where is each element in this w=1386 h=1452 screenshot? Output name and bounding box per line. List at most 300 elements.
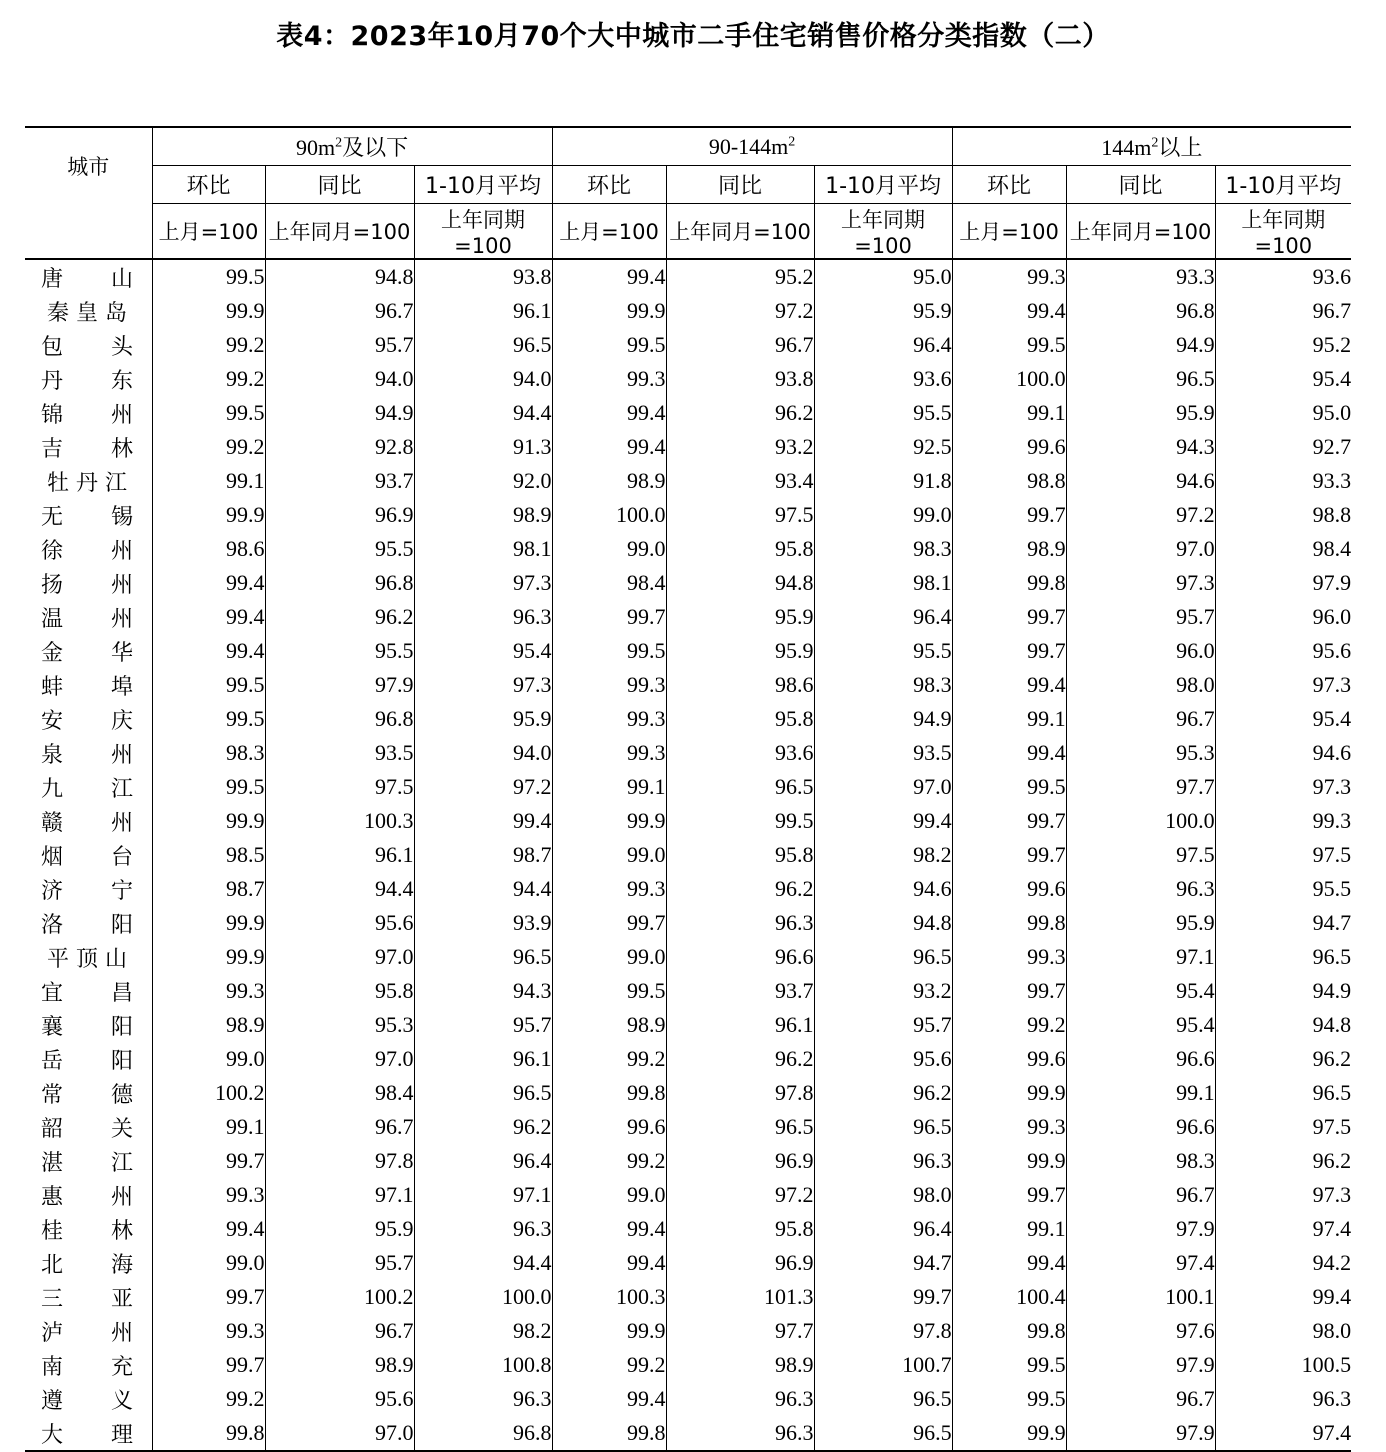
value-cell: 92.8 xyxy=(265,430,414,464)
value-cell: 96.7 xyxy=(1066,702,1215,736)
value-cell: 95.4 xyxy=(1066,974,1215,1008)
city-name: 大理 xyxy=(41,1422,133,1448)
value-cell: 94.8 xyxy=(265,259,414,294)
value-cell: 98.4 xyxy=(1215,532,1351,566)
value-cell: 94.3 xyxy=(414,974,552,1008)
table-row xyxy=(25,259,1351,294)
value-cell: 94.9 xyxy=(265,396,414,430)
table-row xyxy=(25,396,1351,430)
value-cell: 97.9 xyxy=(265,668,414,702)
value-cell: 96.9 xyxy=(265,498,414,532)
table-row xyxy=(25,1416,1351,1451)
city-name: 岳阳 xyxy=(41,1048,133,1074)
value-cell: 98.1 xyxy=(414,532,552,566)
value-cell: 95.4 xyxy=(414,634,552,668)
value-cell: 95.8 xyxy=(666,1212,814,1246)
value-cell: 96.2 xyxy=(814,1076,952,1110)
city-cell xyxy=(25,906,152,940)
value-cell: 95.7 xyxy=(265,1246,414,1280)
value-cell: 99.3 xyxy=(152,1314,265,1348)
value-cell: 95.5 xyxy=(265,634,414,668)
value-cell: 99.9 xyxy=(952,1416,1066,1451)
value-cell: 97.3 xyxy=(1215,770,1351,804)
value-cell: 96.6 xyxy=(1066,1110,1215,1144)
value-cell: 100.3 xyxy=(265,804,414,838)
value-cell: 98.0 xyxy=(814,1178,952,1212)
city-cell xyxy=(25,566,152,600)
table-row xyxy=(25,770,1351,804)
value-cell: 95.5 xyxy=(1215,872,1351,906)
sub-header-mom: 环比 xyxy=(952,166,1066,204)
value-cell: 96.7 xyxy=(265,294,414,328)
table-row xyxy=(25,804,1351,838)
value-cell: 99.3 xyxy=(152,1178,265,1212)
value-cell: 97.0 xyxy=(265,1416,414,1451)
table-row xyxy=(25,600,1351,634)
city-column-header: 城市 xyxy=(25,127,152,204)
value-cell: 94.4 xyxy=(414,1246,552,1280)
base-header-mom: 上月=100 xyxy=(952,204,1066,260)
value-cell: 99.4 xyxy=(952,668,1066,702)
value-cell: 99.6 xyxy=(952,872,1066,906)
value-cell: 92.7 xyxy=(1215,430,1351,464)
city-name: 包头 xyxy=(41,334,133,360)
city-cell xyxy=(25,736,152,770)
value-cell: 99.4 xyxy=(552,1246,666,1280)
value-cell: 96.5 xyxy=(414,1076,552,1110)
city-name: 秦皇岛 xyxy=(47,300,127,326)
value-cell: 95.8 xyxy=(265,974,414,1008)
value-cell: 100.0 xyxy=(414,1280,552,1314)
value-cell: 99.2 xyxy=(552,1042,666,1076)
value-cell: 99.8 xyxy=(552,1076,666,1110)
value-cell: 97.7 xyxy=(666,1314,814,1348)
value-cell: 93.6 xyxy=(814,362,952,396)
value-cell: 94.8 xyxy=(1215,1008,1351,1042)
value-cell: 95.6 xyxy=(265,906,414,940)
value-cell: 93.3 xyxy=(1066,259,1215,294)
value-cell: 94.9 xyxy=(814,702,952,736)
value-cell: 94.4 xyxy=(414,872,552,906)
value-cell: 99.5 xyxy=(152,702,265,736)
value-cell: 97.0 xyxy=(265,1042,414,1076)
value-cell: 98.8 xyxy=(1215,498,1351,532)
value-cell: 98.7 xyxy=(152,872,265,906)
value-cell: 99.4 xyxy=(152,634,265,668)
value-cell: 98.0 xyxy=(1215,1314,1351,1348)
value-cell: 99.5 xyxy=(666,804,814,838)
table-row xyxy=(25,1280,1351,1314)
value-cell: 96.6 xyxy=(666,940,814,974)
value-cell: 97.1 xyxy=(1066,940,1215,974)
table-row xyxy=(25,736,1351,770)
value-cell: 99.7 xyxy=(952,974,1066,1008)
value-cell: 99.5 xyxy=(952,770,1066,804)
value-cell: 92.0 xyxy=(414,464,552,498)
value-cell: 99.0 xyxy=(552,1178,666,1212)
table-row xyxy=(25,1314,1351,1348)
value-cell: 96.4 xyxy=(814,328,952,362)
value-cell: 95.3 xyxy=(1066,736,1215,770)
value-cell: 99.2 xyxy=(952,1008,1066,1042)
value-cell: 95.4 xyxy=(1066,1008,1215,1042)
table-row xyxy=(25,430,1351,464)
value-cell: 99.9 xyxy=(152,498,265,532)
value-cell: 99.5 xyxy=(152,770,265,804)
value-cell: 99.3 xyxy=(552,872,666,906)
value-cell: 100.2 xyxy=(265,1280,414,1314)
value-cell: 96.2 xyxy=(414,1110,552,1144)
table-row xyxy=(25,906,1351,940)
value-cell: 99.9 xyxy=(152,940,265,974)
value-cell: 99.3 xyxy=(552,668,666,702)
city-name: 无锡 xyxy=(41,504,133,530)
value-cell: 99.4 xyxy=(552,396,666,430)
value-cell: 93.6 xyxy=(666,736,814,770)
value-cell: 97.9 xyxy=(1066,1348,1215,1382)
sub-header-yoy: 同比 xyxy=(265,166,414,204)
value-cell: 94.7 xyxy=(1215,906,1351,940)
base-header-avg: 上年同期=100 xyxy=(414,204,552,260)
value-cell: 99.5 xyxy=(952,1382,1066,1416)
header-row-groups xyxy=(25,127,1351,166)
base-header-yoy: 上年同月=100 xyxy=(666,204,814,260)
city-name: 惠州 xyxy=(41,1184,133,1210)
value-cell: 96.9 xyxy=(666,1144,814,1178)
value-cell: 96.8 xyxy=(414,1416,552,1451)
page-title: 表4：2023年10月70个大中城市二手住宅销售价格分类指数（二） xyxy=(276,21,1110,52)
value-cell: 97.5 xyxy=(1215,838,1351,872)
value-cell: 99.4 xyxy=(152,600,265,634)
value-cell: 99.1 xyxy=(152,1110,265,1144)
city-name: 丹东 xyxy=(41,368,133,394)
value-cell: 93.4 xyxy=(666,464,814,498)
value-cell: 95.2 xyxy=(1215,328,1351,362)
value-cell: 99.6 xyxy=(952,430,1066,464)
value-cell: 99.7 xyxy=(952,498,1066,532)
table-row xyxy=(25,328,1351,362)
value-cell: 98.2 xyxy=(814,838,952,872)
city-cell xyxy=(25,1042,152,1076)
value-cell: 99.5 xyxy=(952,328,1066,362)
value-cell: 97.8 xyxy=(265,1144,414,1178)
city-cell xyxy=(25,1280,152,1314)
value-cell: 96.8 xyxy=(265,566,414,600)
value-cell: 95.2 xyxy=(666,259,814,294)
value-cell: 99.2 xyxy=(152,430,265,464)
table-row xyxy=(25,1212,1351,1246)
value-cell: 99.4 xyxy=(152,566,265,600)
value-cell: 95.6 xyxy=(814,1042,952,1076)
base-header-mom: 上月=100 xyxy=(552,204,666,260)
city-cell xyxy=(25,498,152,532)
value-cell: 96.7 xyxy=(1066,1178,1215,1212)
city-name: 三亚 xyxy=(41,1286,133,1312)
value-cell: 99.3 xyxy=(552,736,666,770)
value-cell: 93.7 xyxy=(666,974,814,1008)
value-cell: 95.4 xyxy=(1215,702,1351,736)
value-cell: 97.5 xyxy=(265,770,414,804)
value-cell: 100.1 xyxy=(1066,1280,1215,1314)
value-cell: 99.1 xyxy=(152,464,265,498)
value-cell: 95.7 xyxy=(814,1008,952,1042)
city-name: 九江 xyxy=(41,776,133,802)
city-cell xyxy=(25,294,152,328)
city-cell xyxy=(25,328,152,362)
value-cell: 100.4 xyxy=(952,1280,1066,1314)
value-cell: 99.7 xyxy=(152,1280,265,1314)
value-cell: 101.3 xyxy=(666,1280,814,1314)
value-cell: 96.7 xyxy=(1215,294,1351,328)
value-cell: 96.3 xyxy=(814,1144,952,1178)
value-cell: 95.9 xyxy=(666,600,814,634)
value-cell: 95.8 xyxy=(666,532,814,566)
value-cell: 94.6 xyxy=(1066,464,1215,498)
value-cell: 100.3 xyxy=(552,1280,666,1314)
value-cell: 94.4 xyxy=(414,396,552,430)
value-cell: 96.6 xyxy=(1066,1042,1215,1076)
value-cell: 96.9 xyxy=(666,1246,814,1280)
table-row xyxy=(25,838,1351,872)
value-cell: 96.5 xyxy=(814,940,952,974)
value-cell: 99.3 xyxy=(552,362,666,396)
value-cell: 100.2 xyxy=(152,1076,265,1110)
value-cell: 99.7 xyxy=(952,634,1066,668)
city-cell xyxy=(25,532,152,566)
value-cell: 99.2 xyxy=(552,1144,666,1178)
table-body xyxy=(25,259,1351,1451)
value-cell: 96.4 xyxy=(414,1144,552,1178)
value-cell: 93.5 xyxy=(265,736,414,770)
value-cell: 96.5 xyxy=(814,1382,952,1416)
value-cell: 94.8 xyxy=(666,566,814,600)
city-name: 济宁 xyxy=(41,878,133,904)
value-cell: 100.0 xyxy=(552,498,666,532)
city-name: 吉林 xyxy=(41,436,133,462)
value-cell: 95.9 xyxy=(814,294,952,328)
value-cell: 95.0 xyxy=(814,259,952,294)
value-cell: 97.2 xyxy=(414,770,552,804)
city-name: 扬州 xyxy=(41,572,133,598)
base-header-yoy: 上年同月=100 xyxy=(265,204,414,260)
value-cell: 97.4 xyxy=(1215,1212,1351,1246)
value-cell: 98.3 xyxy=(152,736,265,770)
table-row xyxy=(25,1348,1351,1382)
city-name: 徐州 xyxy=(41,538,133,564)
value-cell: 97.2 xyxy=(1066,498,1215,532)
value-cell: 96.1 xyxy=(414,294,552,328)
value-cell: 99.3 xyxy=(952,940,1066,974)
city-cell xyxy=(25,1314,152,1348)
value-cell: 97.4 xyxy=(1215,1416,1351,1451)
city-cell xyxy=(25,1144,152,1178)
value-cell: 99.3 xyxy=(952,1110,1066,1144)
value-cell: 99.7 xyxy=(152,1144,265,1178)
group-header-large: $144m^2$以上 xyxy=(952,127,1351,166)
value-cell: 97.3 xyxy=(1215,668,1351,702)
sub-header-avg: 1-10月平均 xyxy=(1215,166,1351,204)
value-cell: 99.9 xyxy=(552,1314,666,1348)
value-cell: 97.1 xyxy=(265,1178,414,1212)
city-cell xyxy=(25,1212,152,1246)
value-cell: 97.5 xyxy=(1066,838,1215,872)
value-cell: 98.8 xyxy=(952,464,1066,498)
value-cell: 97.3 xyxy=(414,668,552,702)
table-row xyxy=(25,974,1351,1008)
value-cell: 99.2 xyxy=(152,362,265,396)
header-row-base xyxy=(25,204,1351,260)
value-cell: 95.5 xyxy=(265,532,414,566)
city-cell xyxy=(25,1076,152,1110)
value-cell: 99.1 xyxy=(952,396,1066,430)
value-cell: 96.1 xyxy=(414,1042,552,1076)
city-name: 洛阳 xyxy=(41,912,133,938)
table-row xyxy=(25,294,1351,328)
table-row xyxy=(25,1382,1351,1416)
value-cell: 97.3 xyxy=(1215,1178,1351,1212)
base-header-avg: 上年同期=100 xyxy=(814,204,952,260)
city-name: 蚌埠 xyxy=(41,674,133,700)
city-cell xyxy=(25,430,152,464)
value-cell: 93.2 xyxy=(814,974,952,1008)
value-cell: 96.7 xyxy=(1066,1382,1215,1416)
value-cell: 99.7 xyxy=(952,838,1066,872)
value-cell: 99.0 xyxy=(152,1246,265,1280)
city-cell xyxy=(25,1382,152,1416)
city-cell xyxy=(25,634,152,668)
value-cell: 97.5 xyxy=(666,498,814,532)
value-cell: 95.5 xyxy=(814,634,952,668)
city-cell xyxy=(25,1110,152,1144)
value-cell: 96.5 xyxy=(414,940,552,974)
value-cell: 95.3 xyxy=(265,1008,414,1042)
group-header-medium: $90-144m^2$ xyxy=(552,127,952,166)
city-name: 韶关 xyxy=(41,1116,133,1142)
table-row xyxy=(25,1008,1351,1042)
value-cell: 99.9 xyxy=(152,906,265,940)
value-cell: 99.9 xyxy=(152,294,265,328)
value-cell: 93.3 xyxy=(1215,464,1351,498)
value-cell: 99.7 xyxy=(552,600,666,634)
value-cell: 93.6 xyxy=(1215,259,1351,294)
city-name: 烟台 xyxy=(41,844,133,870)
value-cell: 99.4 xyxy=(414,804,552,838)
city-cell xyxy=(25,872,152,906)
value-cell: 99.4 xyxy=(952,736,1066,770)
value-cell: 97.8 xyxy=(814,1314,952,1348)
value-cell: 96.5 xyxy=(814,1416,952,1451)
city-cell xyxy=(25,362,152,396)
value-cell: 96.3 xyxy=(666,906,814,940)
value-cell: 96.1 xyxy=(265,838,414,872)
table-row xyxy=(25,1144,1351,1178)
value-cell: 94.0 xyxy=(414,736,552,770)
table-row xyxy=(25,532,1351,566)
table-row xyxy=(25,702,1351,736)
value-cell: 99.5 xyxy=(552,634,666,668)
value-cell: 99.3 xyxy=(952,259,1066,294)
value-cell: 99.9 xyxy=(552,294,666,328)
city-cell xyxy=(25,464,152,498)
value-cell: 98.1 xyxy=(814,566,952,600)
value-cell: 99.8 xyxy=(952,1314,1066,1348)
value-cell: 94.4 xyxy=(265,872,414,906)
value-cell: 94.9 xyxy=(1066,328,1215,362)
city-cell xyxy=(25,1348,152,1382)
value-cell: 93.9 xyxy=(414,906,552,940)
value-cell: 96.2 xyxy=(1215,1042,1351,1076)
value-cell: 94.2 xyxy=(1215,1246,1351,1280)
value-cell: 96.7 xyxy=(265,1314,414,1348)
value-cell: 98.9 xyxy=(952,532,1066,566)
value-cell: 99.5 xyxy=(152,668,265,702)
value-cell: 95.8 xyxy=(666,838,814,872)
value-cell: 99.0 xyxy=(552,838,666,872)
sub-header-avg: 1-10月平均 xyxy=(814,166,952,204)
value-cell: 99.5 xyxy=(552,328,666,362)
value-cell: 99.9 xyxy=(152,804,265,838)
value-cell: 99.4 xyxy=(552,259,666,294)
city-name: 北海 xyxy=(41,1252,133,1278)
value-cell: 99.0 xyxy=(152,1042,265,1076)
value-cell: 95.7 xyxy=(265,328,414,362)
value-cell: 97.2 xyxy=(666,1178,814,1212)
city-cell xyxy=(25,1416,152,1451)
value-cell: 95.9 xyxy=(1066,906,1215,940)
city-cell xyxy=(25,838,152,872)
value-cell: 99.4 xyxy=(152,1212,265,1246)
value-cell: 99.5 xyxy=(952,1348,1066,1382)
value-cell: 99.5 xyxy=(152,259,265,294)
value-cell: 99.9 xyxy=(952,1144,1066,1178)
city-name: 安庆 xyxy=(41,708,133,734)
value-cell: 95.6 xyxy=(1215,634,1351,668)
value-cell: 97.9 xyxy=(1066,1212,1215,1246)
value-cell: 93.8 xyxy=(414,259,552,294)
value-cell: 99.0 xyxy=(814,498,952,532)
value-cell: 99.3 xyxy=(1215,804,1351,838)
city-cell xyxy=(25,668,152,702)
value-cell: 95.9 xyxy=(414,702,552,736)
value-cell: 96.1 xyxy=(666,1008,814,1042)
value-cell: 94.8 xyxy=(814,906,952,940)
value-cell: 99.4 xyxy=(814,804,952,838)
city-name: 牡丹江 xyxy=(47,470,127,496)
value-cell: 93.2 xyxy=(666,430,814,464)
value-cell: 98.9 xyxy=(552,464,666,498)
value-cell: 95.6 xyxy=(265,1382,414,1416)
value-cell: 99.5 xyxy=(152,396,265,430)
value-cell: 92.5 xyxy=(814,430,952,464)
city-cell xyxy=(25,396,152,430)
value-cell: 98.9 xyxy=(152,1008,265,1042)
city-name: 温州 xyxy=(41,606,133,632)
value-cell: 98.0 xyxy=(1066,668,1215,702)
value-cell: 98.4 xyxy=(265,1076,414,1110)
value-cell: 96.3 xyxy=(414,1382,552,1416)
value-cell: 96.2 xyxy=(265,600,414,634)
city-name: 宜昌 xyxy=(41,980,133,1006)
value-cell: 97.5 xyxy=(1215,1110,1351,1144)
value-cell: 93.5 xyxy=(814,736,952,770)
value-cell: 96.2 xyxy=(666,396,814,430)
value-cell: 91.8 xyxy=(814,464,952,498)
city-name: 泉州 xyxy=(41,742,133,768)
value-cell: 99.1 xyxy=(952,1212,1066,1246)
value-cell: 99.8 xyxy=(952,906,1066,940)
value-cell: 98.9 xyxy=(265,1348,414,1382)
city-cell xyxy=(25,1246,152,1280)
